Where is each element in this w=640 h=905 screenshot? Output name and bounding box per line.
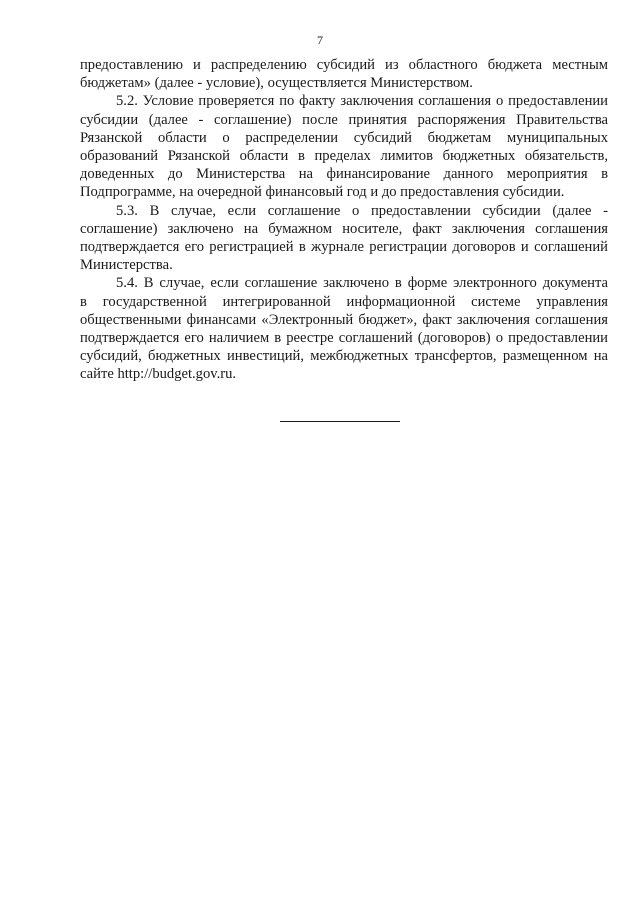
text-line: подтверждается его регистрацией в журнале регистрации договоров и соглашений: [80, 239, 608, 256]
text-line: субсидии (далее - соглашение) после принятия распоряжения Правительства: [80, 111, 608, 128]
text-line: образований Рязанской области в пределах лимитов бюджетных обязательств,: [80, 148, 608, 165]
page-number: 7: [317, 33, 323, 47]
text-line: подтверждается его наличием в реестре соглашений (договоров) о предоставлении: [80, 330, 608, 347]
text-line: общественными финансами «Электронный бюджет», факт заключения соглашения: [80, 311, 608, 328]
text-line: Подпрограмме, на очередной финансовый год и до предоставления субсидии.: [80, 184, 565, 201]
text-line: предоставлению и распределению субсидий из областного бюджета местным: [80, 57, 608, 73]
text-line: бюджетам» (далее - условие), осуществляется Министерством.: [80, 75, 473, 92]
text-line: в государственной интегрированной информационной системе управления: [80, 293, 608, 310]
document-body: [80, 56, 608, 384]
paragraph-continuation: [80, 56, 608, 92]
paragraph-5-2: [80, 92, 608, 201]
end-separator-line: [280, 421, 400, 422]
text-line: 5.2. Условие проверяется по факту заключения соглашения о предоставлении: [116, 93, 608, 110]
text-line: 5.4. В случае, если соглашение заключено в форме электронного документа: [116, 275, 608, 292]
text-line: 5.3. В случае, если соглашение о предоставлении субсидии (далее -: [116, 202, 608, 219]
text-line: доведенных до Министерства на финансирование данного мероприятия в: [80, 166, 608, 183]
paragraph-5-3: [80, 202, 608, 275]
text-line: соглашение) заключено на бумажном носителе, факт заключения соглашения: [80, 220, 608, 237]
paragraph-5-4: [80, 274, 608, 383]
text-line: Рязанской области о распределении субсидий бюджетам муниципальных: [80, 129, 608, 146]
text-line: субсидий, бюджетных инвестиций, межбюджетных трансфертов, размещенном на: [80, 348, 608, 365]
text-line: сайте http://budget.gov.ru.: [80, 366, 237, 383]
text-line: Министерства.: [80, 257, 173, 274]
